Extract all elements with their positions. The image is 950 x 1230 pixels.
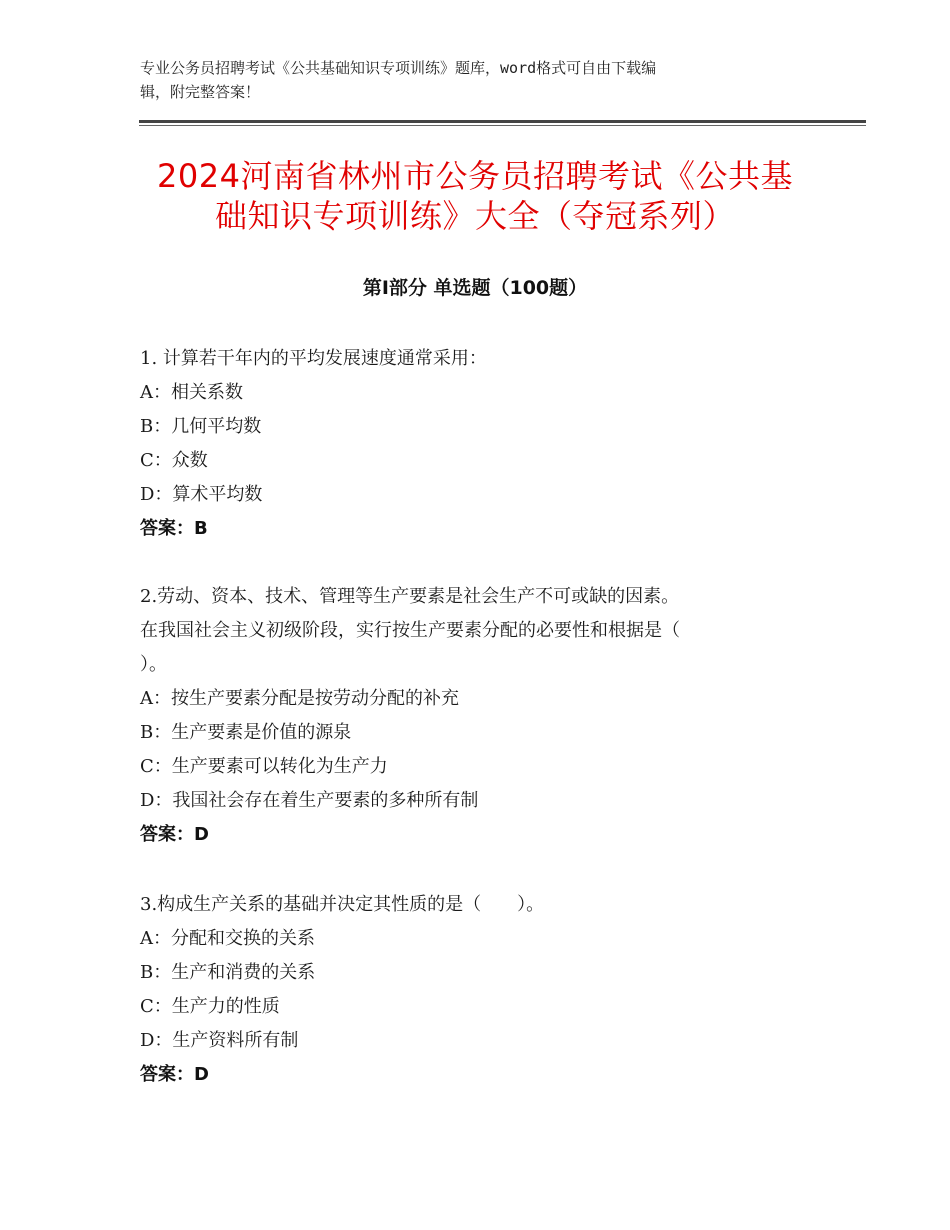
option-d: D：算术平均数 (140, 484, 263, 505)
header-note-line1: 专业公务员招聘考试《公共基础知识专项训练》题库，word格式可自由下载编 (140, 59, 657, 77)
option-b: B：生产要素是价值的源泉 (140, 722, 352, 743)
answer-label: 答案：D (140, 824, 209, 845)
header-divider-thick (139, 120, 866, 123)
option-d: D：生产资料所有制 (140, 1030, 299, 1051)
option-b: B：生产和消费的关系 (140, 962, 316, 983)
option-a: A：按生产要素分配是按劳动分配的补充 (140, 688, 459, 709)
question-stem: 1. 计算若干年内的平均发展速度通常采用： (140, 348, 487, 369)
header-note (140, 56, 790, 104)
page-title-line2: 础知识专项训练》大全（夺冠系列） (214, 197, 735, 235)
question-stem-line1: 2.劳动、资本、技术、管理等生产要素是社会生产不可或缺的因素。 (140, 586, 680, 607)
header-note-line2: 辑，附完整答案！ (140, 83, 261, 101)
answer-label: 答案：B (140, 518, 208, 539)
option-c: C：生产力的性质 (140, 996, 280, 1017)
question-stem-line2: 在我国社会主义初级阶段，实行按生产要素分配的必要性和根据是（ (140, 620, 680, 641)
page-title-line1: 2024河南省林州市公务员招聘考试《公共基 (157, 157, 793, 195)
header-divider-thin (139, 125, 866, 126)
question-2 (140, 580, 820, 852)
option-a: A：相关系数 (140, 382, 243, 403)
question-stem-line3: ）。 (140, 654, 167, 675)
question-3 (140, 888, 820, 1092)
answer-label: 答案：D (140, 1064, 209, 1085)
option-b: B：几何平均数 (140, 416, 262, 437)
question-1 (140, 342, 820, 546)
option-d: D：我国社会存在着生产要素的多种所有制 (140, 790, 479, 811)
section-heading: 第Ⅰ部分 单选题（100题） (362, 277, 588, 299)
option-c: C：生产要素可以转化为生产力 (140, 756, 388, 777)
option-a: A：分配和交换的关系 (140, 928, 315, 949)
page-title (100, 156, 850, 236)
option-c: C：众数 (140, 450, 208, 471)
question-stem: 3.构成生产关系的基础并决定其性质的是（ ）。 (140, 894, 545, 915)
